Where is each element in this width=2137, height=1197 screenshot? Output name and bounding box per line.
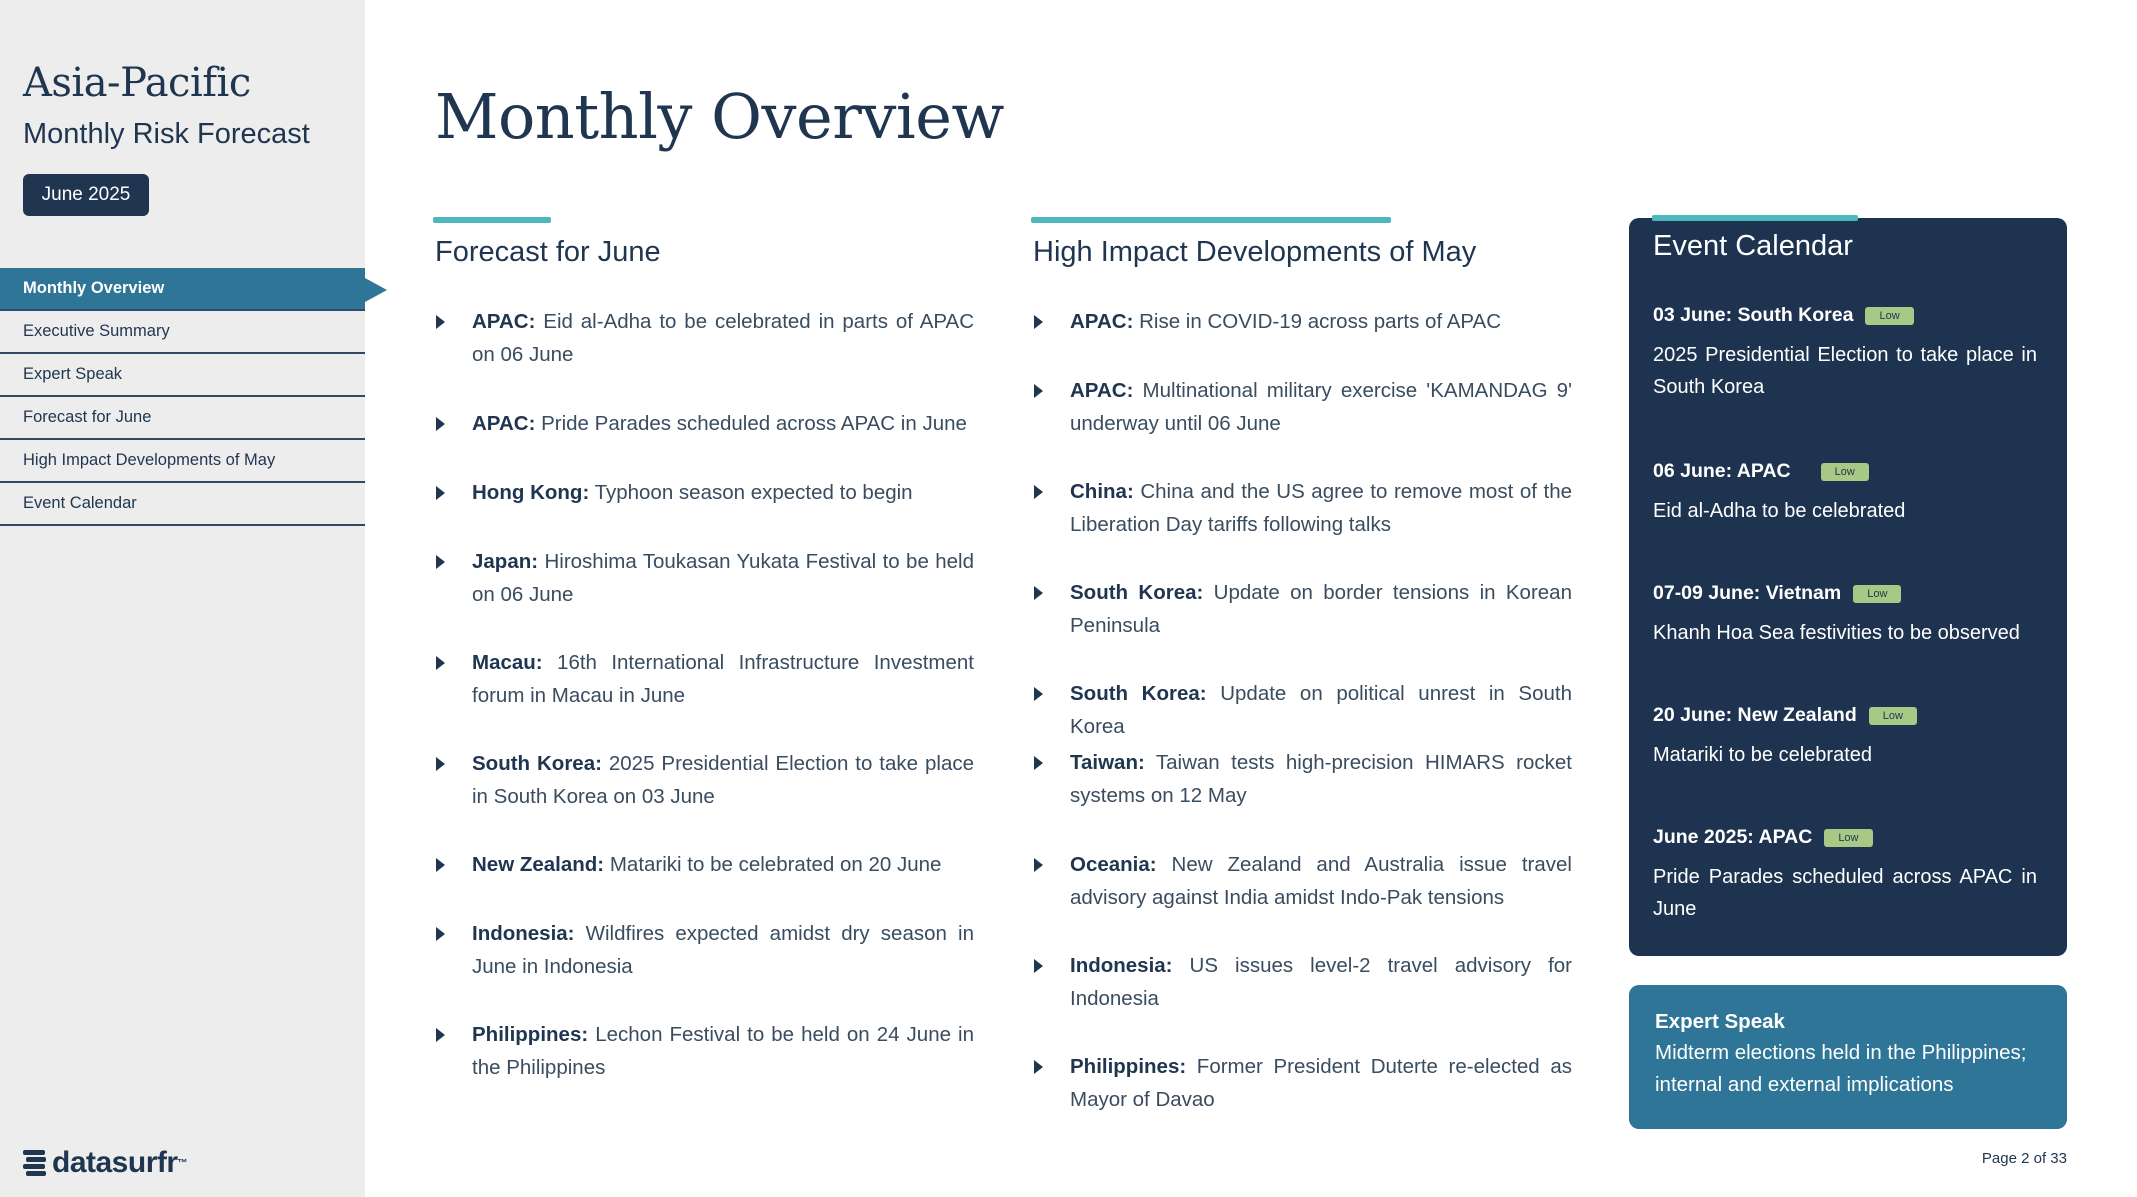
list-item: Hong Kong: Typhoon season expected to begin — [436, 476, 974, 509]
sidebar-item-executive-summary[interactable]: Executive Summary — [0, 311, 365, 354]
bullet-arrow-icon — [1034, 315, 1043, 329]
bullet-arrow-icon — [436, 757, 445, 771]
bullet-arrow-icon — [1034, 756, 1043, 770]
list-item: New Zealand: Matariki to be celebrated on 20 June — [436, 848, 974, 881]
calendar-accent-bar — [1652, 215, 1858, 221]
sidebar-item-forecast-for-june[interactable]: Forecast for June — [0, 397, 365, 440]
bullet-arrow-icon — [436, 656, 445, 670]
list-item: South Korea: Update on border tensions in Korean Peninsula — [1034, 576, 1572, 642]
page-number: Page 2 of 33 — [1981, 1150, 2067, 1167]
bullet-arrow-icon — [436, 1028, 445, 1042]
expert-speak-title: Expert Speak — [1655, 1010, 1785, 1033]
risk-level-badge: Low — [1824, 829, 1872, 847]
bullet-arrow-icon — [436, 927, 445, 941]
calendar-event — [1653, 826, 2037, 925]
bullet-arrow-icon — [1034, 687, 1043, 701]
list-item: APAC: Rise in COVID-19 across parts of APAC — [1034, 305, 1572, 338]
sidebar — [0, 0, 365, 1197]
calendar-event — [1653, 304, 2037, 403]
bullet-arrow-icon — [436, 555, 445, 569]
list-item: Oceania: New Zealand and Australia issue travel advisory against India amidst Indo-Pak tensions — [1034, 848, 1572, 914]
calendar-event-date: 07-09 June: Vietnam — [1653, 582, 1842, 604]
bullet-arrow-icon — [436, 858, 445, 872]
list-item: South Korea: Update on political unrest in South Korea — [1034, 677, 1572, 743]
sidebar-item-expert-speak[interactable]: Expert Speak — [0, 354, 365, 397]
bullet-arrow-icon — [436, 315, 445, 329]
bullet-arrow-icon — [1034, 1060, 1043, 1074]
bullet-arrow-icon — [1034, 485, 1043, 499]
sidebar-item-event-calendar[interactable]: Event Calendar — [0, 483, 365, 526]
risk-level-badge: Low — [1865, 307, 1913, 325]
bullet-arrow-icon — [436, 417, 445, 431]
list-item: Philippines: Former President Duterte re-elected as Mayor of Davao — [1034, 1050, 1572, 1116]
calendar-event-date: June 2025: APAC — [1653, 826, 1813, 848]
developments-list — [1034, 305, 1572, 1125]
sidebar-item-high-impact-developments[interactable]: High Impact Developments of May — [0, 440, 365, 483]
expert-speak-text: Midterm elections held in the Philippines; internal and external implications — [1655, 1041, 2027, 1096]
list-item: China: China and the US agree to remove most of the Liberation Day tariffs following talks — [1034, 475, 1572, 541]
bullet-arrow-icon — [1034, 384, 1043, 398]
list-item: Philippines: Lechon Festival to be held on 24 June in the Philippines — [436, 1018, 974, 1084]
risk-level-badge: Low — [1853, 585, 1901, 603]
calendar-event-description: 2025 Presidential Election to take place in South Korea — [1653, 344, 2037, 398]
calendar-event — [1653, 704, 2037, 771]
list-item: Japan: Hiroshima Toukasan Yukata Festival to be held on 06 June — [436, 545, 974, 611]
logo-trademark: ™ — [177, 1157, 188, 1169]
calendar-event-description: Eid al-Adha to be celebrated — [1653, 500, 1906, 522]
event-calendar-card — [1629, 218, 2067, 956]
logo-wordmark: datasurfr — [52, 1146, 178, 1179]
expert-speak-card[interactable] — [1629, 985, 2067, 1129]
risk-level-badge: Low — [1869, 707, 1917, 725]
risk-level-badge: Low — [1821, 463, 1869, 481]
list-item: APAC: Pride Parades scheduled across APAC in June — [436, 407, 974, 440]
report-subtitle: Monthly Risk Forecast — [23, 118, 310, 150]
bullet-arrow-icon — [1034, 586, 1043, 600]
forecast-accent-bar — [433, 217, 551, 223]
sidebar-nav — [0, 268, 365, 526]
calendar-event — [1653, 460, 2037, 527]
calendar-event-description: Matariki to be celebrated — [1653, 744, 1873, 766]
bullet-arrow-icon — [1034, 959, 1043, 973]
list-item: Taiwan: Taiwan tests high-precision HIMARS rocket systems on 12 May — [1034, 746, 1572, 812]
forecast-heading: Forecast for June — [435, 236, 661, 268]
forecast-list — [436, 305, 974, 1105]
list-item: Macau: 16th International Infrastructure Investment forum in Macau in June — [436, 646, 974, 712]
calendar-event — [1653, 582, 2037, 649]
report-region-title: Asia-Pacific — [23, 60, 251, 106]
list-item: South Korea: 2025 Presidential Election to take place in South Korea on 03 June — [436, 747, 974, 813]
datasurfr-logo — [23, 1146, 188, 1180]
list-item: APAC: Multinational military exercise 'KAMANDAG 9' underway until 06 June — [1034, 374, 1572, 440]
bullet-arrow-icon — [436, 486, 445, 500]
list-item: Indonesia: US issues level-2 travel advisory for Indonesia — [1034, 949, 1572, 1015]
calendar-event-date: 03 June: South Korea — [1653, 304, 1854, 326]
datasurfr-logo-icon — [23, 1150, 47, 1176]
bullet-arrow-icon — [1034, 858, 1043, 872]
calendar-event-date: 06 June: APAC — [1653, 460, 1791, 482]
calendar-event-description: Khanh Hoa Sea festivities to be observed — [1653, 622, 2020, 644]
list-item: APAC: Eid al-Adha to be celebrated in parts of APAC on 06 June — [436, 305, 974, 371]
event-calendar-heading: Event Calendar — [1653, 230, 1853, 262]
sidebar-item-monthly-overview[interactable]: Monthly Overview — [0, 268, 365, 311]
list-item: Indonesia: Wildfires expected amidst dry season in June in Indonesia — [436, 917, 974, 983]
calendar-event-date: 20 June: New Zealand — [1653, 704, 1857, 726]
developments-heading: High Impact Developments of May — [1033, 236, 1477, 268]
page-title: Monthly Overview — [435, 80, 1004, 153]
developments-accent-bar — [1031, 217, 1391, 223]
calendar-event-description: Pride Parades scheduled across APAC in June — [1653, 866, 2037, 920]
report-date-badge: June 2025 — [23, 174, 149, 216]
